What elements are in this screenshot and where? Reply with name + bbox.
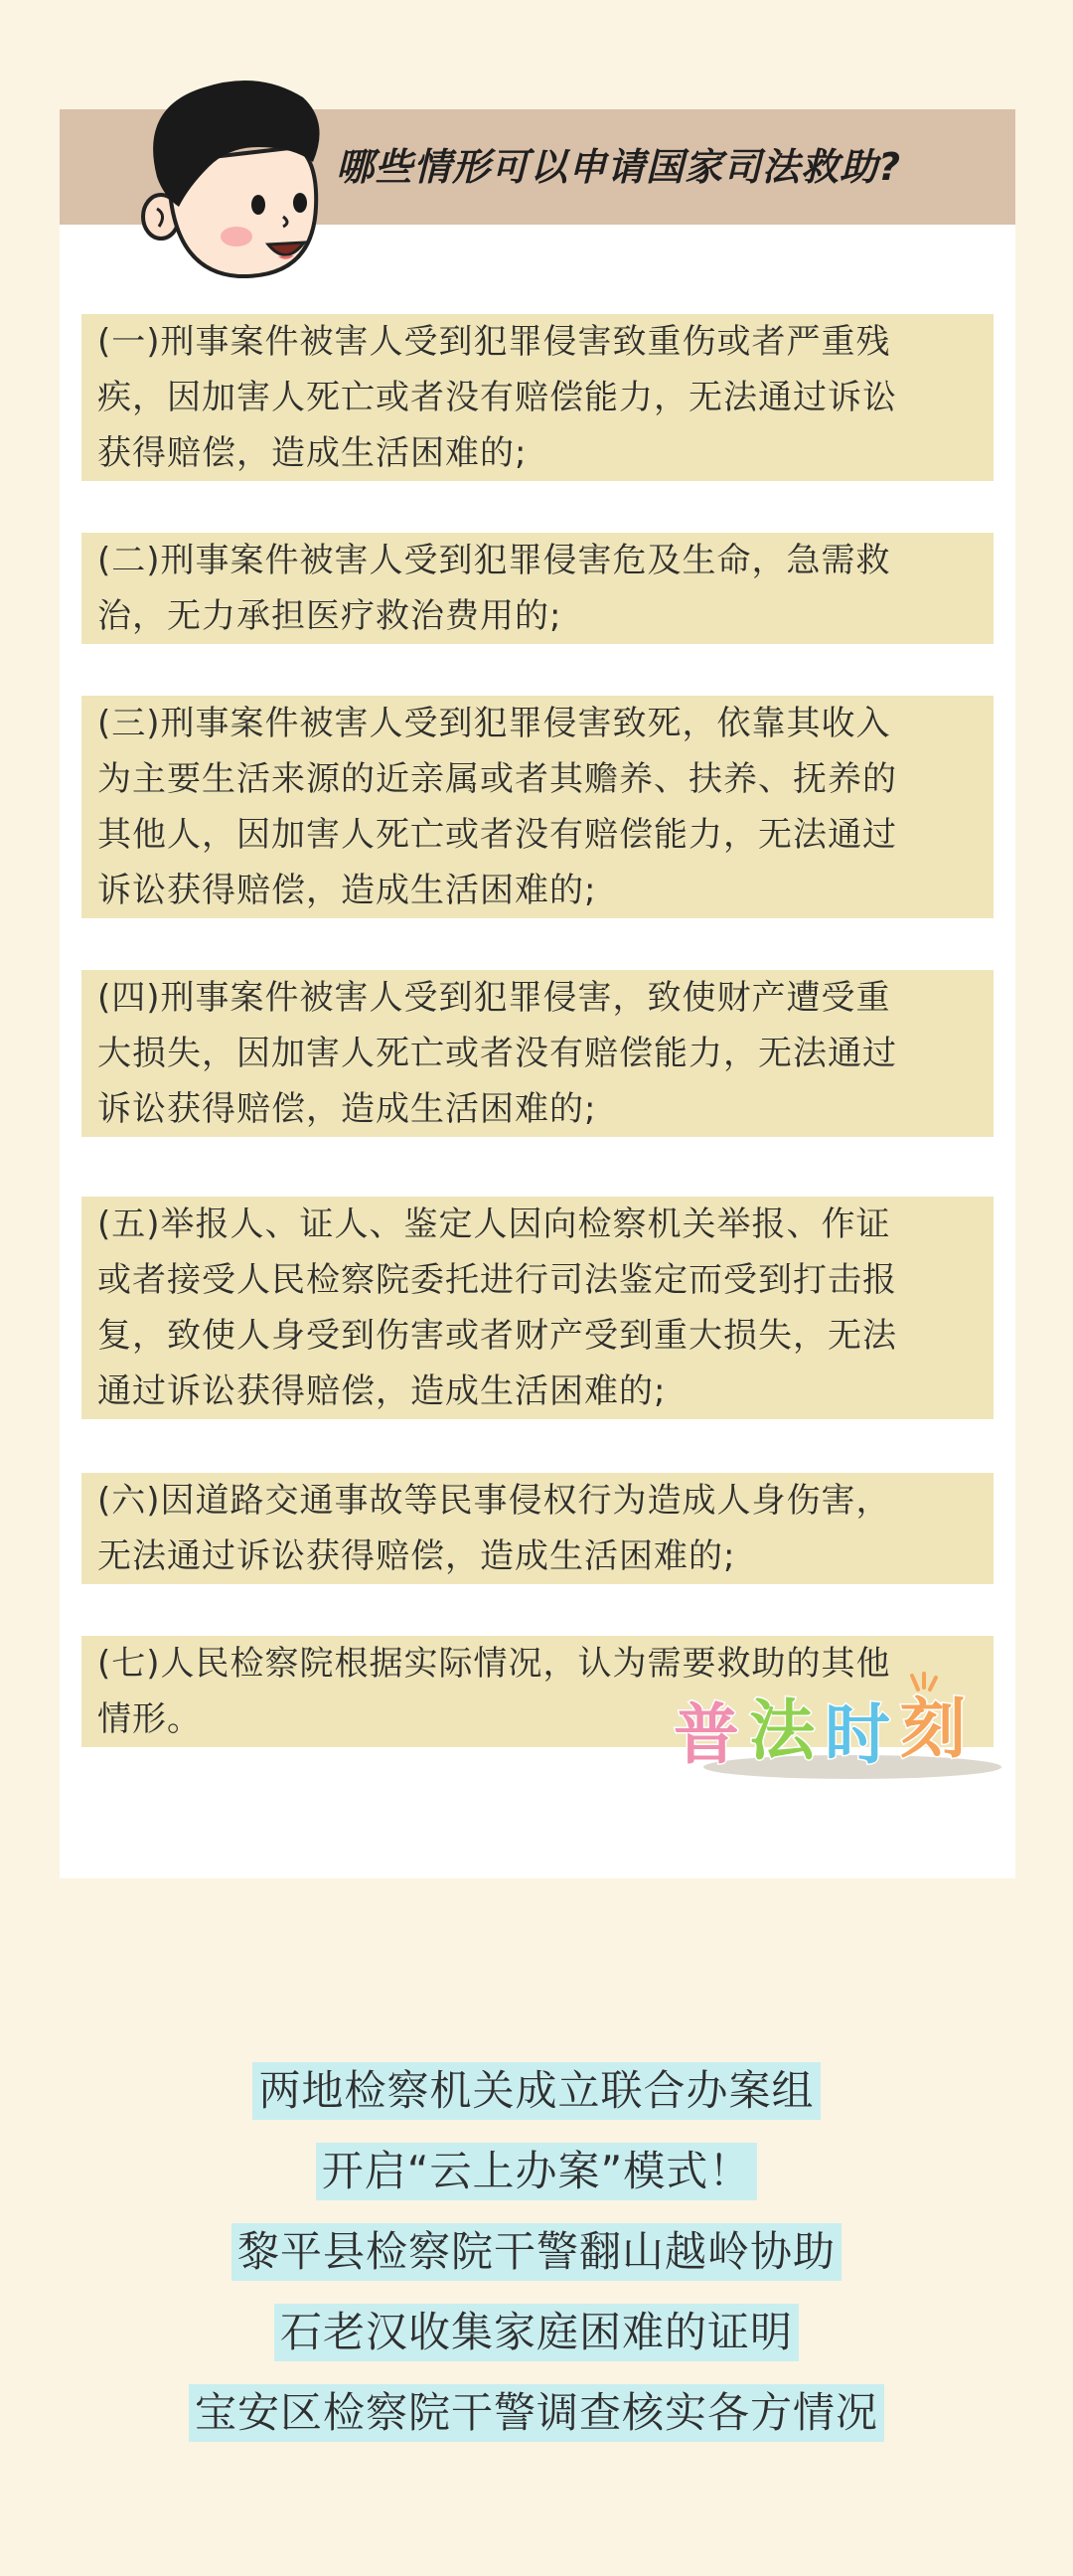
- item-line: (一)刑事案件被害人受到犯罪侵害致重伤或者严重残: [97, 322, 891, 362]
- item-line: 治，无力承担医疗救治费用的;: [97, 596, 562, 636]
- item-line: 诉讼获得赔偿，造成生活困难的;: [97, 1089, 597, 1129]
- item-line: 复，致使人身受到伤害或者财产受到重大损失，无法: [97, 1316, 897, 1356]
- aid-condition-item: [81, 696, 994, 918]
- caption-text: 黎平县检察院干警翻山越岭协助: [231, 2223, 842, 2281]
- legal-aid-card: [60, 109, 1015, 1878]
- caption-text: 石老汉收集家庭困难的证明: [274, 2304, 799, 2361]
- caption-text: 两地检察机关成立联合办案组: [252, 2062, 820, 2120]
- item-line: 为主要生活来源的近亲属或者其赡养、扶养、抚养的: [97, 759, 897, 799]
- svg-text:刻: 刻: [900, 1690, 966, 1767]
- item-line: 诉讼获得赔偿，造成生活困难的;: [97, 871, 597, 910]
- caption-line: [0, 2384, 1073, 2442]
- item-line: (三)刑事案件被害人受到犯罪侵害致死，依靠其收入: [97, 704, 891, 743]
- svg-text:时: 时: [825, 1696, 890, 1773]
- caption-text: 宝安区检察院干警调查核实各方情况: [189, 2384, 884, 2442]
- item-line: (六)因道路交通事故等民事侵权行为造成人身伤害，: [97, 1481, 891, 1521]
- aid-condition-item: [81, 970, 994, 1137]
- item-line: 其他人，因加害人死亡或者没有赔偿能力，无法通过: [97, 815, 897, 855]
- svg-text:普: 普: [674, 1696, 739, 1773]
- item-line: 情形。: [97, 1699, 202, 1739]
- pufa-moment-logo: [664, 1668, 1001, 1797]
- aid-condition-item: [81, 533, 994, 644]
- svg-text:法: 法: [749, 1692, 815, 1769]
- caption-line: [0, 2223, 1073, 2281]
- aid-condition-item: [81, 1473, 994, 1584]
- item-line: (二)刑事案件被害人受到犯罪侵害危及生命，急需救: [97, 541, 891, 580]
- item-line: 疾，因加害人死亡或者没有赔偿能力，无法通过诉讼: [97, 378, 897, 417]
- aid-condition-item: [81, 314, 994, 481]
- item-line: 通过诉讼获得赔偿，造成生活困难的;: [97, 1371, 667, 1411]
- caption-line: [0, 2143, 1073, 2200]
- item-line: (四)刑事案件被害人受到犯罪侵害，致使财产遭受重: [97, 978, 891, 1018]
- item-line: (七)人民检察院根据实际情况，认为需要救助的其他: [97, 1644, 891, 1684]
- item-line: 获得赔偿，造成生活困难的;: [97, 433, 528, 473]
- caption-line: [0, 2062, 1073, 2120]
- item-line: 无法通过诉讼获得赔偿，造成生活困难的;: [97, 1536, 736, 1576]
- cartoon-boy-avatar: [109, 68, 338, 296]
- header-title: 哪些情形可以申请国家司法救助?: [336, 145, 902, 189]
- caption-line: [0, 2304, 1073, 2361]
- item-line: (五)举报人、证人、鉴定人因向检察机关举报、作证: [97, 1205, 891, 1244]
- caption-text: 开启“云上办案”模式！: [316, 2143, 758, 2200]
- item-line: 大损失，因加害人死亡或者没有赔偿能力，无法通过: [97, 1034, 897, 1073]
- aid-condition-item: [81, 1197, 994, 1419]
- item-line: 或者接受人民检察院委托进行司法鉴定而受到打击报: [97, 1260, 897, 1300]
